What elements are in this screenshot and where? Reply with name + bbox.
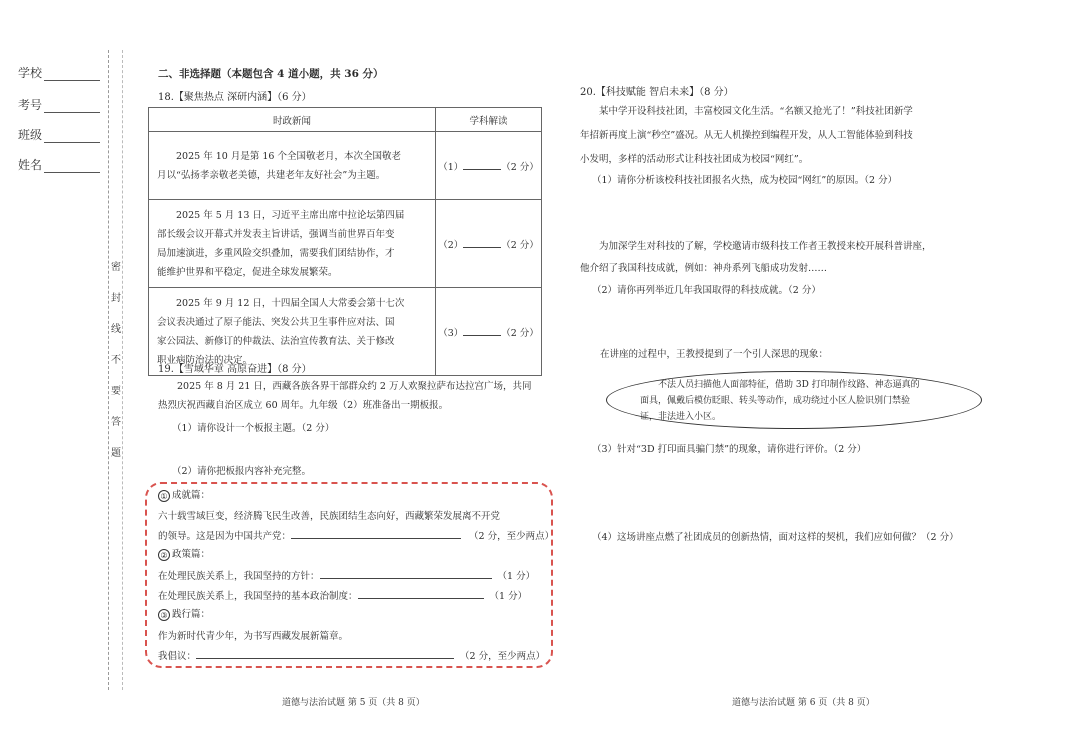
news-line: 2025 年 10 月是第 16 个全国敬老月，本次全国敬老	[176, 150, 401, 162]
practice-text: 作为新时代青少年，为书写西藏发展新篇章。	[158, 631, 349, 642]
school-blank[interactable]	[44, 69, 100, 81]
table-row	[149, 132, 542, 200]
bubble-line: 不法人员扫描他人面部特征，借助 3D 打印制作纹路、神态逼真的	[658, 380, 920, 390]
q20-part2: （2）请你再列举近几年我国取得的科技成就。（2 分）	[592, 285, 821, 296]
policy-prompt: 在处理民族关系上，我国坚持的基本政治制度：	[158, 591, 358, 602]
policy-score: （1 分）	[497, 571, 536, 582]
practice-heading	[158, 606, 210, 621]
answer-cell	[436, 132, 542, 200]
bubble-line: 证，非法进入小区。	[640, 412, 722, 422]
seal-char: 封	[110, 289, 122, 304]
answer-score: （2 分）	[501, 161, 539, 173]
answer-score: （2 分）	[501, 327, 539, 339]
exam-number-blank[interactable]	[44, 101, 100, 113]
q19-intro	[158, 377, 553, 415]
seal-char: 题	[110, 444, 122, 459]
name-label: 姓名	[18, 158, 43, 172]
section-label: 成就篇：	[172, 490, 211, 501]
table-header: 时政新闻	[149, 108, 436, 132]
seal-char: 要	[110, 382, 122, 397]
news-line: 局加速演进，多重风险交织叠加，需要我们团结协作，才	[157, 247, 395, 259]
class-blank[interactable]	[44, 131, 100, 143]
seal-char: 答	[110, 413, 122, 428]
q20-title: 20.【科技赋能 智启未来】（8 分）	[580, 87, 734, 98]
policy-prompt: 在处理民族关系上，我国坚持的方针：	[158, 571, 320, 582]
answer-blank[interactable]	[463, 326, 501, 336]
section-label: 践行篇：	[172, 609, 211, 620]
news-line: 2025 年 9 月 12 日，十四届全国人大常委会第十七次	[176, 297, 405, 309]
seal-line	[108, 50, 122, 690]
circle-number: ③	[158, 609, 170, 621]
exam-number-field	[18, 96, 100, 113]
achievement-heading	[158, 487, 210, 502]
school-field	[18, 64, 100, 81]
q19-part1: （1）请你设计一个板报主题。（2 分）	[172, 423, 335, 434]
practice-blank[interactable]	[196, 649, 454, 659]
q20-part1: （1）请你分析该校科技社团报名火热，成为校园“网红”的原因。（2 分）	[592, 175, 898, 186]
class-label: 班级	[18, 128, 43, 142]
policy-blank-2[interactable]	[358, 589, 484, 599]
news-line: 2025 年 5 月 13 日，习近平主席出席中拉论坛第四届	[176, 209, 405, 221]
policy-blank-1[interactable]	[320, 569, 492, 579]
table-row	[149, 200, 542, 288]
policy-line-1	[158, 568, 535, 582]
q20-intro-line: 小发明，多样的活动形式让科技社团成为校园“网红”。	[580, 154, 809, 165]
seal-char: 线	[110, 320, 122, 335]
news-table	[148, 107, 542, 376]
achievement-blank[interactable]	[291, 529, 461, 539]
answer-number: （1）	[438, 161, 464, 173]
news-line: 能维护世界和平稳定，促进全球发展繁荣。	[157, 266, 338, 278]
section-heading: 二、非选择题（本题包含 4 道小题，共 36 分）	[158, 68, 384, 80]
phenomenon-intro: 在讲座的过程中，王教授提到了一个引人深思的现象：	[600, 349, 829, 360]
left-page-footer: 道德与法治试题 第 5 页（共 8 页）	[282, 698, 425, 708]
q20-mid	[580, 236, 980, 280]
seal-char: 密	[110, 258, 122, 273]
news-line: 会议表决通过了原子能法、突发公共卫生事件应对法、国	[157, 316, 395, 328]
answer-cell	[436, 288, 542, 376]
achievement-prompt: 的领导。这是因为中国共产党：	[158, 531, 292, 542]
news-cell	[149, 132, 436, 200]
answer-score: （2 分）	[501, 239, 539, 251]
achievement-text: 六十载雪域巨变，经济腾飞民生改善，民族团结生态向好，西藏繁荣发展离不开党	[158, 511, 501, 522]
circle-number: ①	[158, 490, 170, 502]
school-label: 学校	[18, 66, 43, 80]
bubble-text	[640, 377, 960, 425]
table-header-row	[149, 108, 542, 132]
policy-line-2	[158, 588, 527, 602]
answer-cell	[436, 200, 542, 288]
q20-intro	[580, 100, 980, 172]
answer-blank[interactable]	[463, 160, 501, 170]
q20-intro-line: 年招新再度上演“秒空”盛况。从无人机操控到编程开发，从人工智能体验到科技	[580, 130, 913, 141]
practice-line	[158, 648, 545, 662]
news-line: 职业病防治法的决定。	[157, 354, 253, 366]
news-line: 部长级会议开幕式并发表主旨讲话，强调当前世界百年变	[157, 228, 395, 240]
q20-mid-line: 他介绍了我国科技成就，例如：神舟系列飞船成功发射……	[580, 263, 828, 274]
policy-heading	[158, 546, 210, 561]
class-field	[18, 126, 100, 143]
practice-score: （2 分，至少两点）	[460, 651, 546, 662]
exam-number-label: 考号	[18, 98, 43, 112]
answer-number: （2）	[438, 239, 464, 251]
achievement-line	[158, 528, 554, 542]
q20-part4: （4）这场讲座点燃了社团成员的创新热情，面对这样的契机，我们应如何做？（2 分）	[592, 532, 959, 543]
table-header: 学科解读	[436, 108, 542, 132]
q18-title: 18.【聚焦热点 深研内涵】（6 分）	[158, 92, 312, 103]
q19-intro-line: 热烈庆祝西藏自治区成立 60 周年。九年级（2）班准备出一期板报。	[158, 400, 449, 411]
q19-intro-line: 2025 年 8 月 21 日，西藏各族各界干部群众约 2 万人欢聚拉萨布达拉宫广场，共同	[177, 381, 532, 392]
answer-number: （3）	[438, 327, 464, 339]
policy-score: （1 分）	[489, 591, 528, 602]
news-cell	[149, 200, 436, 288]
name-blank[interactable]	[44, 161, 100, 173]
section-label: 政策篇：	[172, 549, 211, 560]
q19-title: 19.【雪域华章 高原奋进】（8 分）	[158, 364, 312, 375]
circle-number: ②	[158, 549, 170, 561]
practice-prompt: 我倡议：	[158, 651, 197, 662]
achievement-score: （2 分，至少两点）	[469, 531, 555, 542]
q20-part3: （3）针对“3D 打印面具骗门禁”的现象，请你进行评价。（2 分）	[592, 444, 867, 455]
right-page-footer: 道德与法治试题 第 6 页（共 8 页）	[732, 698, 875, 708]
q20-intro-line: 某中学开设科技社团，丰富校园文化生活。“名额又抢光了！”科技社团新学	[599, 106, 913, 117]
seal-char: 不	[110, 351, 122, 366]
news-line: 家公园法、新修订的仲裁法、法治宣传教育法、关于修改	[157, 335, 395, 347]
name-field	[18, 156, 100, 173]
bubble-line: 面具，佩戴后模仿眨眼、转头等动作，成功绕过小区人脸识别门禁验	[640, 396, 911, 406]
answer-blank[interactable]	[463, 238, 501, 248]
seal-line-inner	[122, 50, 123, 690]
q20-mid-line: 为加深学生对科技的了解，学校邀请市级科技工作者王教授来校开展科普讲座，	[599, 241, 932, 252]
news-line: 月以“弘扬孝亲敬老美德，共建老年友好社会”为主题。	[157, 169, 386, 181]
q19-part2: （2）请你把板报内容补充完整。	[172, 466, 312, 477]
